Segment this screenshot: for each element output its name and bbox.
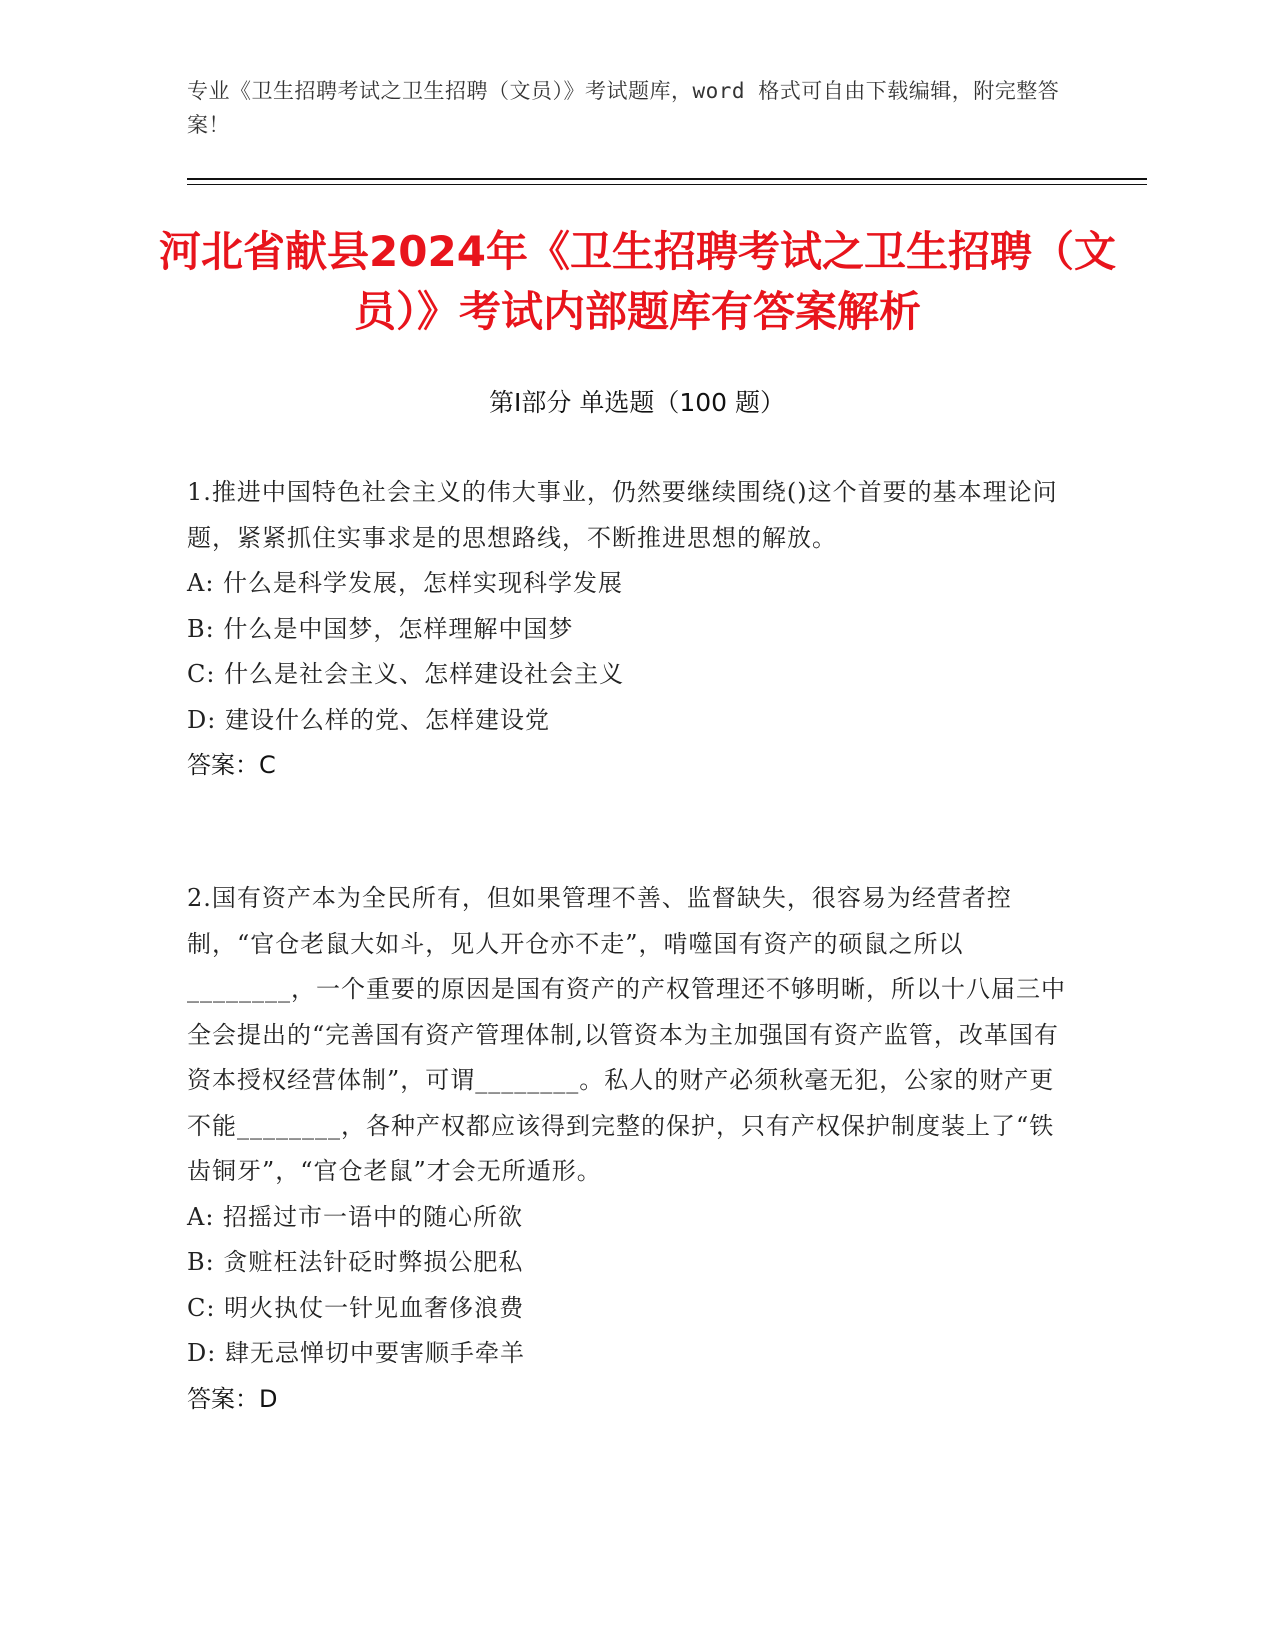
answer-line: 答案：D	[187, 1384, 278, 1413]
question-2	[187, 876, 1067, 1422]
section-title: 第I部分 单选题（100 题）	[489, 388, 785, 417]
option-c: C: 明火执仗一针见血奢侈浪费	[187, 1293, 525, 1322]
option-a: A: 招摇过市一语中的随心所欲	[187, 1202, 524, 1231]
header-divider-thin	[187, 184, 1147, 185]
question-stem: 1.推进中国特色社会主义的伟大事业，仍然要继续围绕()这个首要的基本理论问题，紧紧抓住实事求是的思想路线，不断推进思想的解放。	[187, 478, 1058, 552]
question-stem: 2.国有资产本为全民所有，但如果管理不善、监督缺失，很容易为经营者控制，“官仓老鼠大如斗，见人开仓亦不走”，啃噬国有资产的硕鼠之所以________，一个重要的原因是国有资产的产权管理还不够明晰，所以十八届三中全会提出的“完善国有资产管理体制,以管资本为主加强国有资产监管，改革国有资本授权经营体制”，可谓________。私人的财产必须秋毫无犯，公家的财产更不能________，各种产权都应该得到完整的保护，只有产权保护制度装上了“铁齿铜牙”，“官仓老鼠”才会无所遁形。	[187, 884, 1066, 1185]
option-c: C: 什么是社会主义、怎样建设社会主义	[187, 660, 625, 688]
header-note: 专业《卫生招聘考试之卫生招聘（文员）》考试题库，word 格式可自由下载编辑，附完整答案！	[187, 79, 1060, 137]
document-title: 河北省献县2024年《卫生招聘考试之卫生招聘（文员）》考试内部题库有答案解析	[159, 227, 1116, 336]
question-1	[187, 470, 1067, 789]
option-d: D: 肆无忌惮切中要害顺手牵羊	[187, 1339, 525, 1367]
option-a: A: 什么是科学发展，怎样实现科学发展	[187, 569, 624, 597]
option-d: D: 建设什么样的党、怎样建设党	[187, 705, 550, 734]
option-b: B: 什么是中国梦，怎样理解中国梦	[187, 614, 574, 643]
option-b: B: 贪赃枉法针砭时弊损公肥私	[187, 1248, 524, 1276]
header-divider	[187, 178, 1147, 180]
answer-line: 答案：C	[187, 751, 276, 779]
